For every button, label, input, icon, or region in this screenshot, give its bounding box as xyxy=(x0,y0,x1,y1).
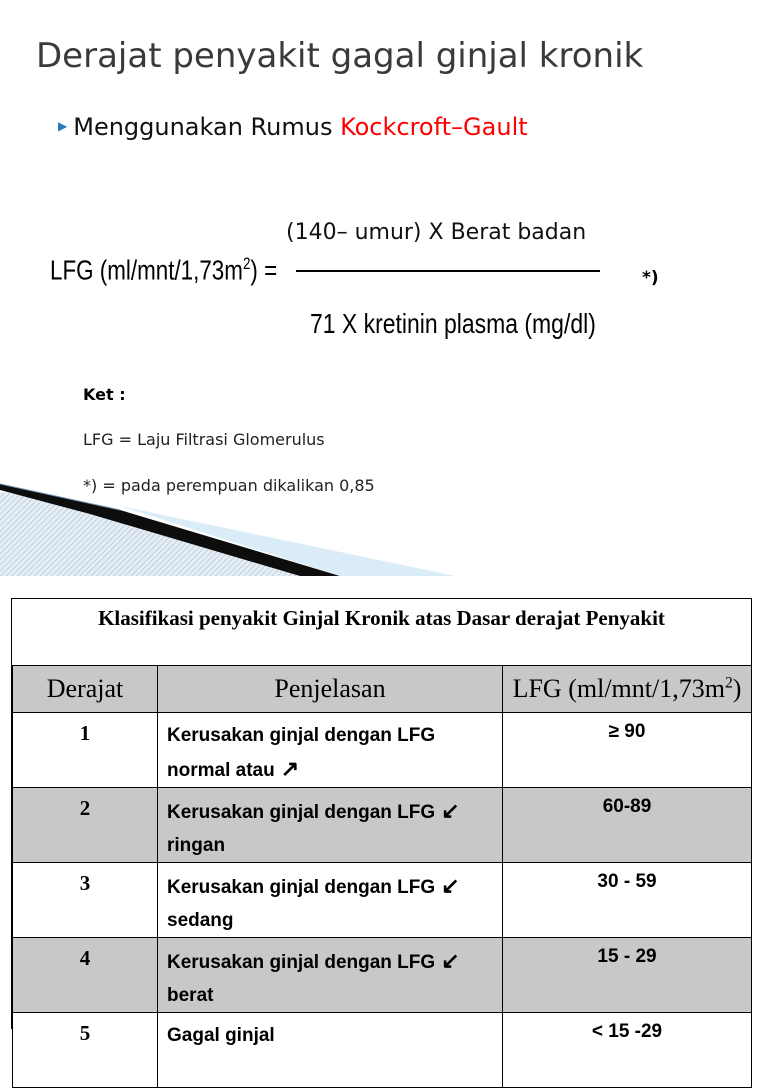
table-row xyxy=(13,713,752,788)
bullet-triangle-icon: ▶ xyxy=(58,119,68,133)
formula-lhs-prefix: LFG (ml/mnt/1,73m xyxy=(50,254,243,286)
bullet-item xyxy=(58,113,528,141)
ket-line-female: *) = pada perempuan dikalikan 0,85 xyxy=(83,476,375,495)
formula-lhs-suffix: ) = xyxy=(250,254,278,286)
lfg-cell: 15 - 29 xyxy=(503,938,752,1013)
desc-line2: berat xyxy=(167,985,214,1006)
bullet-text: Menggunakan Rumus xyxy=(73,113,341,141)
derajat-cell: 3 xyxy=(13,863,158,938)
arrow-down-icon: ↙ xyxy=(441,948,460,973)
desc-line2: normal atau xyxy=(167,760,275,781)
header-lfg-prefix: LFG (ml/mnt/1,73m xyxy=(512,674,725,703)
desc-line1: Kerusakan ginjal dengan LFG xyxy=(167,725,436,746)
desc-line1: Kerusakan ginjal dengan LFG xyxy=(167,877,436,898)
desc-line2: sedang xyxy=(167,910,234,931)
table-row xyxy=(13,938,752,1013)
derajat-cell: 1 xyxy=(13,713,158,788)
desc-line2: ringan xyxy=(167,835,226,856)
table-row xyxy=(13,788,752,863)
derajat-cell: 5 xyxy=(13,1013,158,1088)
header-lfg-sup: 2 xyxy=(724,674,733,692)
penjelasan-cell xyxy=(158,863,503,938)
formula-note-mark: *) xyxy=(642,268,659,288)
derajat-cell: 4 xyxy=(13,938,158,1013)
arrow-up-icon: ↗ xyxy=(280,756,300,781)
ket-line-lfg: LFG = Laju Filtrasi Glomerulus xyxy=(83,430,325,449)
formula-name: Kockcroft–Gault xyxy=(340,113,528,141)
lfg-cell: 30 - 59 xyxy=(503,863,752,938)
decorative-swoosh xyxy=(0,480,460,580)
derajat-cell: 2 xyxy=(13,788,158,863)
table-caption: Klasifikasi penyakit Ginjal Kronik atas Dasar derajat Penyakit xyxy=(12,599,751,667)
desc-line1: Kerusakan ginjal dengan LFG xyxy=(167,802,436,823)
formula-denominator: 71 X kretinin plasma (mg/dl) xyxy=(310,308,596,339)
classification-table xyxy=(11,598,752,1046)
formula-numerator: (140– umur) X Berat badan xyxy=(286,220,587,245)
slide-title: Derajat penyakit gagal ginjal kronik xyxy=(36,36,644,76)
header-lfg-suffix: ) xyxy=(732,674,742,703)
penjelasan-cell xyxy=(158,713,503,788)
header-lfg xyxy=(503,666,752,713)
penjelasan-cell xyxy=(158,938,503,1013)
penjelasan-cell xyxy=(158,788,503,863)
table-row xyxy=(13,863,752,938)
desc-line1: Kerusakan ginjal dengan LFG xyxy=(167,952,436,973)
lfg-cell: 60-89 xyxy=(503,788,752,863)
header-penjelasan: Penjelasan xyxy=(158,666,503,713)
arrow-down-icon: ↙ xyxy=(441,873,460,898)
lfg-cell: < 15 -29 xyxy=(503,1013,752,1088)
formula-lhs xyxy=(50,254,277,286)
fraction-line xyxy=(296,270,600,272)
desc-line1: Gagal ginjal xyxy=(167,1025,275,1046)
table-header-row xyxy=(13,666,752,713)
ket-title: Ket : xyxy=(83,385,126,404)
header-derajat: Derajat xyxy=(13,666,158,713)
formula-lhs-sup: 2 xyxy=(242,254,251,273)
arrow-down-icon: ↙ xyxy=(441,798,460,823)
lfg-cell: ≥ 90 xyxy=(503,713,752,788)
table-grid xyxy=(12,665,752,1088)
